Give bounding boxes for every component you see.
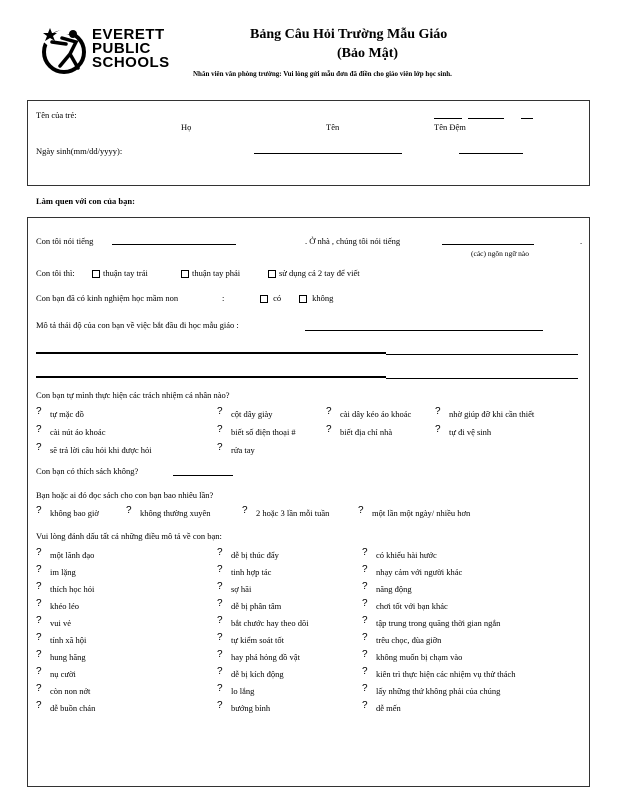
option-label: trêu chọc, đùa giỡn — [376, 635, 442, 645]
option-label: lấy những thứ không phải của chúng — [376, 686, 501, 696]
attitude-line-1[interactable] — [305, 330, 543, 331]
child-name-label: Tên của trẻ: — [36, 110, 77, 120]
checkbox-question-mark[interactable]: ? — [36, 649, 42, 660]
checkbox-question-mark[interactable]: ? — [362, 581, 368, 592]
checkbox-question-mark[interactable]: ? — [326, 406, 332, 417]
option-label: hay phá hỏng đồ vật — [231, 652, 300, 662]
checkbox-question-mark[interactable]: ? — [362, 632, 368, 643]
option-label: tự kiểm soát tốt — [231, 635, 285, 645]
option-label: sẽ trả lời câu hỏi khi được hỏi — [50, 445, 152, 455]
option-label: cột dây giày — [231, 409, 273, 419]
checkbox-question-mark[interactable]: ? — [362, 700, 368, 711]
reading-question: Bạn hoặc ai đó đọc sách cho con bạn bao nhiêu lần? — [36, 490, 214, 500]
option-label: 2 hoặc 3 lần mỗi tuần — [256, 508, 330, 518]
hand-label: Con tôi thì: — [36, 268, 75, 278]
dob-label: Ngày sinh(mm/dd/yyyy): — [36, 146, 123, 156]
option-label: dễ bị phân tâm — [231, 601, 282, 611]
option-label: biết số điện thoại # — [231, 427, 296, 437]
hand-option-right[interactable]: thuận tay trái — [92, 268, 148, 278]
checkbox[interactable] — [299, 295, 307, 303]
option-label: một lãnh đạo — [50, 550, 95, 560]
option-label: cài nút áo khoác — [50, 427, 106, 437]
logo-line-3: SCHOOLS — [92, 54, 170, 71]
checkbox-question-mark[interactable]: ? — [435, 406, 441, 417]
child-name-line-b[interactable] — [468, 118, 504, 119]
checkbox-question-mark[interactable]: ? — [36, 564, 42, 575]
option-label: tự mặc đồ — [50, 409, 84, 419]
speaks-line[interactable] — [112, 244, 236, 245]
checkbox-question-mark[interactable]: ? — [217, 666, 223, 677]
checkbox-question-mark[interactable]: ? — [126, 505, 132, 516]
option-label: còn non nớt — [50, 686, 91, 696]
checkbox-question-mark[interactable]: ? — [217, 598, 223, 609]
attitude-line-3b[interactable] — [386, 378, 578, 379]
checkbox-question-mark[interactable]: ? — [242, 505, 248, 516]
checkbox[interactable] — [92, 270, 100, 278]
option-label: sợ hãi — [231, 584, 252, 594]
other-language-label: (các) ngôn ngữ nào — [471, 249, 530, 258]
option-label: dễ buồn chán — [50, 703, 96, 713]
option-label: dễ mến — [376, 703, 401, 713]
checkbox-question-mark[interactable]: ? — [36, 442, 42, 453]
checkbox[interactable] — [181, 270, 189, 278]
checkbox-question-mark[interactable]: ? — [435, 424, 441, 435]
checkbox-question-mark[interactable]: ? — [217, 581, 223, 592]
page-title: Bảng Câu Hỏi Trường Mẫu Giáo — [250, 27, 448, 42]
hand-option-left[interactable]: thuận tay phải — [181, 268, 240, 278]
checkbox[interactable] — [260, 295, 268, 303]
option-label: khéo léo — [50, 601, 80, 611]
checkbox-question-mark[interactable]: ? — [36, 632, 42, 643]
option-label: có khiếu hài hước — [376, 550, 437, 560]
checkbox-question-mark[interactable]: ? — [362, 564, 368, 575]
checkbox[interactable] — [268, 270, 276, 278]
option-label: năng động — [376, 584, 412, 594]
page-subtitle: (Bảo Mật) — [337, 46, 399, 61]
checkbox-question-mark[interactable]: ? — [36, 505, 42, 516]
child-info-box — [27, 100, 590, 186]
checkbox-question-mark[interactable]: ? — [36, 581, 42, 592]
option-label: rửa tay — [231, 445, 255, 455]
option-label: một lần một ngày/ nhiều hơn — [372, 508, 471, 518]
checkbox-question-mark[interactable]: ? — [217, 547, 223, 558]
preschool-colon: : — [222, 293, 225, 303]
preschool-no[interactable]: không — [299, 293, 333, 303]
option-label: nụ cười — [50, 669, 76, 679]
checkbox-question-mark[interactable]: ? — [217, 406, 223, 417]
checkbox-question-mark[interactable]: ? — [217, 564, 223, 575]
checkbox-question-mark[interactable]: ? — [362, 598, 368, 609]
option-label: vui vẻ — [50, 618, 72, 628]
option-label: tự đi vệ sinh — [449, 427, 492, 437]
dob-line-1[interactable] — [254, 153, 402, 154]
option-label: tính xã hội — [50, 635, 87, 645]
checkbox-question-mark[interactable]: ? — [36, 424, 42, 435]
checkbox-question-mark[interactable]: ? — [326, 424, 332, 435]
child-name-line-a[interactable] — [434, 118, 462, 119]
period-mark: . — [580, 236, 583, 246]
attitude-label: Mô tả thái độ của con bạn về việc bắt đầu đi học mẫu giáo : — [36, 320, 239, 330]
checkbox-question-mark[interactable]: ? — [217, 649, 223, 660]
logo-emblem-icon — [40, 22, 90, 78]
option-label: kiên trì thực hiện các nhiệm vụ thử thách — [376, 669, 516, 679]
checkbox-question-mark[interactable]: ? — [217, 442, 223, 453]
middle-name-label: Tên Đệm — [434, 122, 466, 132]
office-note: Nhân viên văn phòng trường: Vui lòng gửi mẫu đơn đã điền cho giáo viên lớp học sinh. — [193, 70, 452, 78]
option-label: không thường xuyên — [140, 508, 211, 518]
last-name-label: Họ — [181, 122, 192, 132]
option-label: hung hăng — [50, 652, 86, 662]
checkbox-question-mark[interactable]: ? — [217, 424, 223, 435]
checkbox-question-mark[interactable]: ? — [36, 406, 42, 417]
option-label: im lặng — [50, 567, 76, 577]
option-label: tập trung trong quãng thời gian ngắn — [376, 618, 501, 628]
option-label: lo lắng — [231, 686, 255, 696]
checkbox-question-mark[interactable]: ? — [217, 632, 223, 643]
option-label: chơi tốt với bạn khác — [376, 601, 448, 611]
speaks-label: Con tôi nói tiếng — [36, 236, 94, 246]
option-label: cài dây kéo áo khoác — [340, 409, 412, 419]
hand-option-both[interactable]: sử dụng cả 2 tay để viết — [268, 268, 360, 278]
checkbox-question-mark[interactable]: ? — [362, 615, 368, 626]
option-label: bướng bỉnh — [231, 703, 271, 713]
checkbox-question-mark[interactable]: ? — [362, 683, 368, 694]
attitude-line-2b[interactable] — [386, 354, 578, 355]
option-label: tinh hợp tác — [231, 567, 272, 577]
first-name-label: Tên — [326, 122, 340, 132]
dob-line-2[interactable] — [459, 153, 523, 154]
option-label: nhờ giúp đỡ khi cần thiết — [449, 409, 535, 419]
checkbox-question-mark[interactable]: ? — [217, 615, 223, 626]
home-language-label: . Ở nhà , chúng tôi nói tiếng — [305, 236, 401, 246]
option-label: không bao giờ — [50, 508, 99, 518]
option-label: nhạy cảm với người khác — [376, 567, 463, 577]
checkbox-question-mark[interactable]: ? — [36, 700, 42, 711]
option-label: dễ bị kích động — [231, 669, 284, 679]
option-label: không muốn bị chạm vào — [376, 652, 463, 662]
likes-books-line[interactable] — [173, 475, 233, 476]
logo-line-2: PUBLIC — [92, 40, 151, 57]
checkbox-question-mark[interactable]: ? — [36, 615, 42, 626]
checkbox-question-mark[interactable]: ? — [217, 683, 223, 694]
checkbox-question-mark[interactable]: ? — [36, 547, 42, 558]
checkbox-question-mark[interactable]: ? — [362, 547, 368, 558]
preschool-yes[interactable]: có — [260, 293, 281, 303]
section-title: Làm quen với con của bạn: — [36, 196, 135, 206]
likes-books-label: Con bạn có thích sách không? — [36, 466, 139, 476]
preschool-label: Con bạn đã có kinh nghiệm học mầm non — [36, 293, 179, 303]
checkbox-question-mark[interactable]: ? — [362, 666, 368, 677]
checkbox-question-mark[interactable]: ? — [358, 505, 364, 516]
option-label: thích học hỏi — [50, 584, 95, 594]
home-language-line[interactable] — [442, 244, 534, 245]
checkbox-question-mark[interactable]: ? — [36, 683, 42, 694]
responsibility-question: Con bạn tự mình thực hiện các trách nhiệm cá nhân nào? — [36, 390, 230, 400]
option-label: dễ bị thúc đẩy — [231, 550, 279, 560]
checkbox-question-mark[interactable]: ? — [36, 666, 42, 677]
child-name-line-c[interactable] — [521, 118, 533, 119]
checkbox-question-mark[interactable]: ? — [36, 598, 42, 609]
checkbox-question-mark[interactable]: ? — [362, 649, 368, 660]
traits-question: Vui lòng đánh dấu tất cả những điều mô tả về con bạn: — [36, 531, 222, 541]
option-label: biết địa chỉ nhà — [340, 427, 393, 437]
logo-line-1: EVERETT — [92, 26, 165, 43]
logo — [40, 22, 175, 78]
attitude-line-2[interactable] — [36, 352, 386, 354]
checkbox-question-mark[interactable]: ? — [217, 700, 223, 711]
attitude-line-3[interactable] — [36, 376, 386, 378]
option-label: bắt chước hay theo dõi — [231, 618, 309, 628]
